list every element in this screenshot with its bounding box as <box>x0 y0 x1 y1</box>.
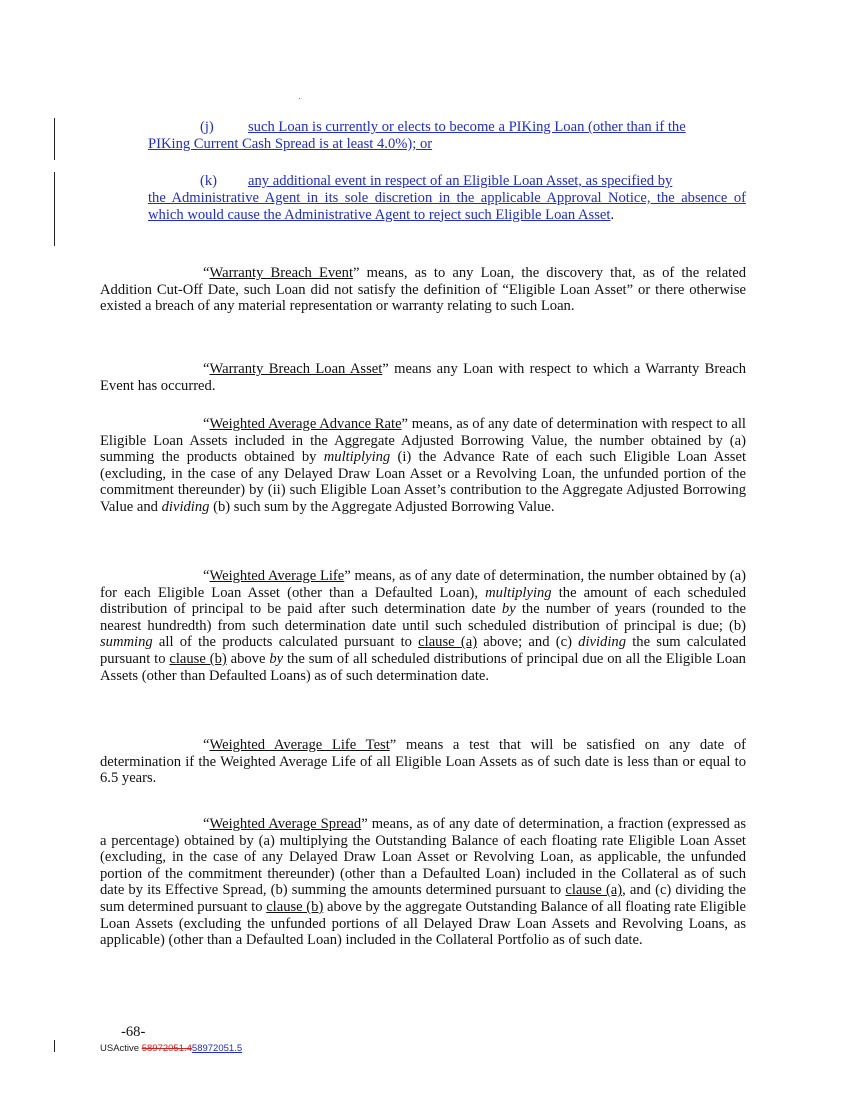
clause-reference: clause (a) <box>418 634 478 651</box>
defined-term: Weighted Average Life <box>209 568 345 584</box>
page-number: -68- <box>121 1024 146 1040</box>
clause-k-marker: (k) <box>200 173 218 189</box>
definition-warranty-breach-event: “Warranty Breach Event” means, as to any Loan, the discovery that, as of the related Addition Cut-Off Date, such Loan did not satisfy the definition of “Eligible Loan Asset” or there otherwise existed a breach of any material representation or warranty relating to such Loan. <box>100 265 746 315</box>
definition-text: ” means any Loan with respect to which a Warranty Breach Event has occurred. <box>100 361 746 394</box>
emphasis: summing <box>100 634 153 651</box>
definition-text: above by the aggregate Outstanding Balance of all floating rate Eligible Loan Assets (excluding the unfunded portions of all Delayed Draw Loan Assets and Revolving Loans, as applicable) (other than a Defaulted Loan) included in the Collateral Portfolio as of such date. <box>100 898 746 949</box>
definition-text: the sum of all scheduled distributions of principal due on all the Eligible Loan Assets (other than Defaulted Loans) as of such determination date. <box>100 650 746 684</box>
clause-j-line2: PIKing Current Cash Spread is at least 4.0%); or <box>148 136 433 152</box>
header-dot <box>299 98 300 99</box>
emphasis: by <box>501 601 516 618</box>
definition-text: ” means, as of any date of determination, the number obtained by (a) for each Eligible Loan Asset (other than a Defaulted Loan), <box>100 568 747 601</box>
definition-text: all of the products calculated pursuant to <box>152 634 419 651</box>
defined-term: Weighted Average Advance Rate <box>209 416 402 432</box>
definition-text: , and (c) dividing the sum determined pursuant to <box>100 882 746 915</box>
clause-j-line1: such Loan is currently or elects to become a PIKing Loan (other than if the <box>248 119 686 135</box>
definition-text: (b) such sum by the Aggregate Adjusted Borrowing Value. <box>209 498 555 515</box>
emphasis: dividing <box>161 498 210 515</box>
clause-j-marker: (j) <box>200 119 214 135</box>
change-bar <box>54 172 55 246</box>
change-bar <box>54 1040 55 1052</box>
definition-text: the number of years (rounded to the nearest hundredth) from such determination date until such scheduled distribution of principal is due; (b) <box>100 601 746 634</box>
definition-weighted-average-life: “Weighted Average Life” means, as of any date of determination, the number obtained by (a) for each Eligible Loan Asset (other than a Defaulted Loan), multiplying the amount of each scheduled distribution of principal to be paid after such determination date by the number of years (rounded to the nearest hundredth) from such determination date until such scheduled distribution of principal is due; (b) summing all of the products calculated pursuant to clause (a) above; and (c) dividing the sum calculated pursuant to clause (b) above by the sum of all scheduled distributions of principal due on all the Eligible Loan Assets (other than Defaulted Loans) as of such determination date. <box>100 568 747 684</box>
definition-text: ” means, as of any date of determination with respect to all Eligible Loan Assets included in the Aggregate Adjusted Borrowing Value, the number obtained by (a) summing the products obtained by <box>100 416 746 466</box>
definition-text: ” means, as of any date of determination, a fraction (expressed as a percentage) obtained by (a) multiplying the Outstanding Balance of each floating rate Eligible Loan Asset (excluding, in the case of any Delayed Draw Loan Asset or Revolving Loan, as applicable, the unfunded portion of the commitment thereunder) (other than a Defaulted Loan) included in the Collateral as of such date by its Effective Spread, (b) summing the amounts determined pursuant to <box>100 816 746 899</box>
clause-k-rest: the Administrative Agent in its sole discretion in the applicable Approval Notice, the absence of which would cause the Administrative Agent to reject such Eligible Loan Asset <box>148 190 746 223</box>
definition-weighted-average-advance-rate: “Weighted Average Advance Rate” means, as of any date of determination with respect to all Eligible Loan Assets included in the Aggregate Adjusted Borrowing Value, the number obtained by (a) summing the products obtained by multiplying (i) the Advance Rate of each such Eligible Loan Asset (excluding, in the case of any Delayed Draw Loan Asset or a Revolving Loan, the unfunded portion of the commitment thereunder) by (ii) such Eligible Loan Asset’s contribution to the Aggregate Adjusted Borrowing Value and dividing (b) such sum by the Aggregate Adjusted Borrowing Value. <box>100 416 746 515</box>
clause-reference: clause (b) <box>266 898 324 915</box>
emphasis: multiplying <box>485 584 552 601</box>
definition-warranty-breach-loan-asset: “Warranty Breach Loan Asset” means any Loan with respect to which a Warranty Breach Event has occurred. <box>100 361 746 394</box>
clause-reference: clause (a) <box>565 882 623 899</box>
definition-text: ” means, as to any Loan, the discovery that, as of the related Addition Cut-Off Date, such Loan did not satisfy the definition of “Eligible Loan Asset” or there otherwise existed a breach of any material representation or warranty relating to such Loan. <box>100 265 746 315</box>
document-id-deleted: 58972051.4 <box>141 1043 192 1054</box>
defined-term: Weighted Average Life Test <box>209 737 390 753</box>
definition-text: above <box>226 650 270 667</box>
defined-term: Warranty Breach Loan Asset <box>209 361 383 377</box>
emphasis: multiplying <box>323 449 391 466</box>
definition-text: the amount of each scheduled distribution of principal to be paid after such determination date <box>100 584 746 618</box>
emphasis: dividing <box>578 634 627 651</box>
document-id-prefix: USActive <box>100 1043 142 1054</box>
definition-weighted-average-spread: “Weighted Average Spread” means, as of any date of determination, a fraction (expressed as a percentage) obtained by (a) multiplying the Outstanding Balance of each floating rate Eligible Loan Asset (excluding, in the case of any Delayed Draw Loan Asset or Revolving Loan, as applicable, the unfunded portion of the commitment thereunder) (other than a Defaulted Loan) included in the Collateral as of such date by its Effective Spread, (b) summing the amounts determined pursuant to clause (a), and (c) dividing the sum determined pursuant to clause (b) above by the aggregate Outstanding Balance of all floating rate Eligible Loan Assets (excluding the unfunded portions of all Delayed Draw Loan Assets and Revolving Loans, as applicable) (other than a Defaulted Loan) included in the Collateral Portfolio as of such date. <box>100 816 746 949</box>
definition-text: (i) the Advance Rate of each such Eligible Loan Asset (excluding, in the case of any Delayed Draw Loan Asset or a Revolving Loan, the unfunded portion of the commitment thereunder) by (ii) such Eligible Loan Asset’s contribution to the Aggregate Adjusted Borrowing Value and <box>100 449 746 515</box>
defined-term: Weighted Average Spread <box>209 816 362 832</box>
emphasis: by <box>269 650 284 667</box>
definition-text: ” means a test that will be satisfied on any date of determination if the Weighted Average Life of all Eligible Loan Assets as of such date is less than or equal to 6.5 years. <box>100 737 746 787</box>
clause-reference: clause (b) <box>169 650 227 667</box>
clause-k-body <box>148 190 746 223</box>
clause-k-line1: any additional event in respect of an Eligible Loan Asset, as specified by <box>248 173 673 189</box>
definition-text: above; and (c) <box>477 634 579 651</box>
definition-text: the sum calculated pursuant to <box>100 634 747 667</box>
document-id-inserted: 58972051.5 <box>191 1043 243 1054</box>
change-bar <box>54 118 55 160</box>
clause-k-end: . <box>610 206 615 223</box>
document-id <box>100 1041 242 1058</box>
definition-weighted-average-life-test: “Weighted Average Life Test” means a test that will be satisfied on any date of determination if the Weighted Average Life of all Eligible Loan Assets as of such date is less than or equal to 6.5 years. <box>100 737 746 787</box>
defined-term: Warranty Breach Event <box>209 265 354 281</box>
